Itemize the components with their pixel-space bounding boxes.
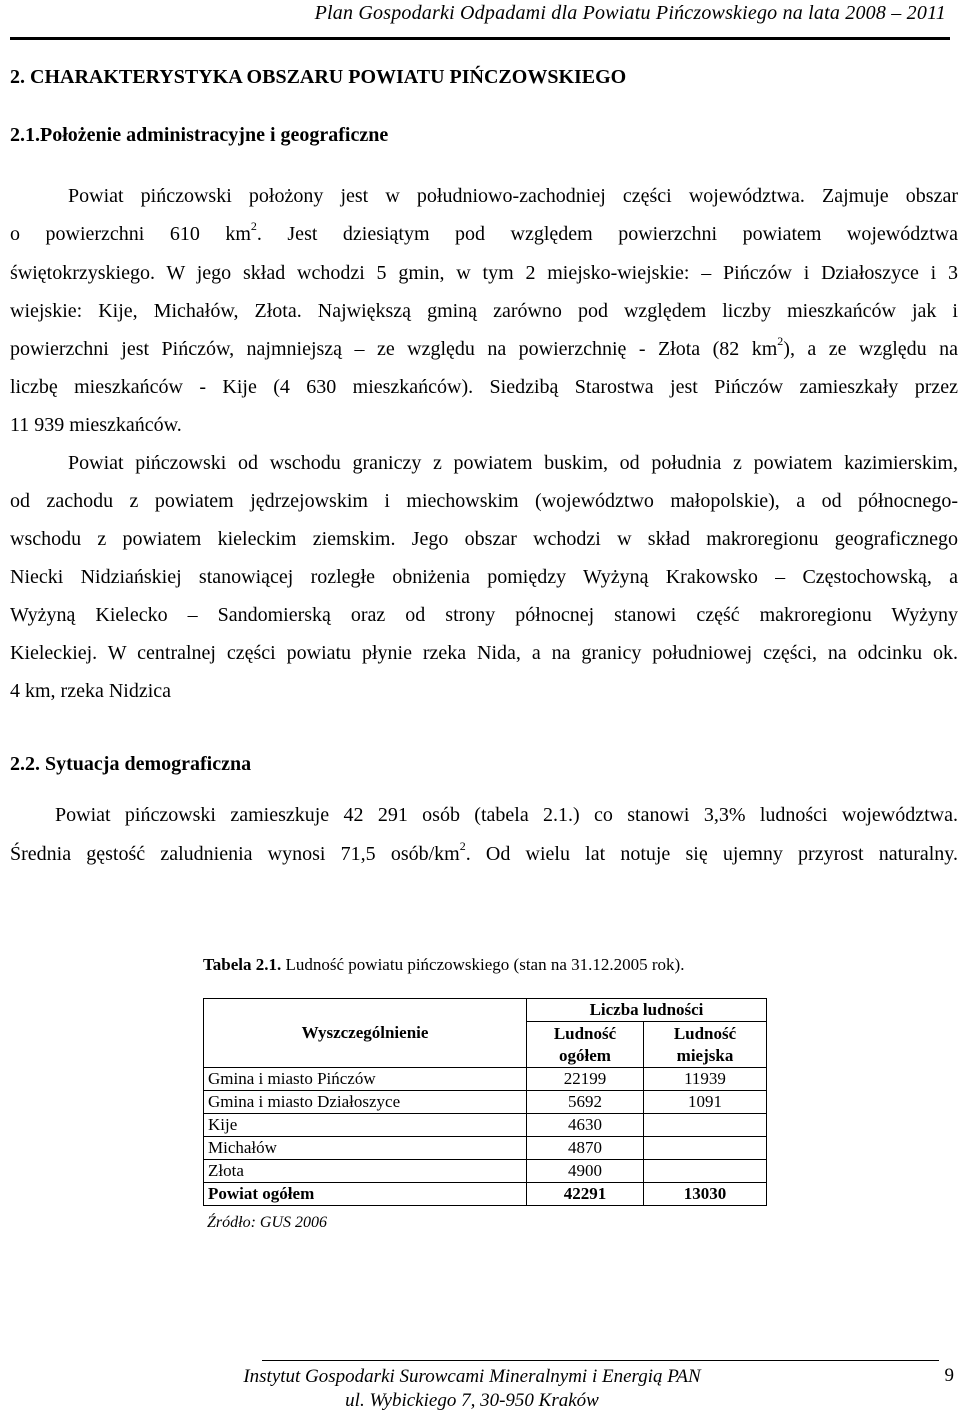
table-cell: 5692: [527, 1091, 644, 1114]
table-caption: Tabela 2.1. Ludność powiatu pińczowskiego (stan na 31.12.2005 rok).: [203, 955, 685, 974]
table-cell: 13030: [644, 1183, 767, 1206]
header-cell: Ludność ogółem: [527, 1022, 644, 1068]
paragraph-line: Powiat pińczowski od wschodu graniczy z powiatem buskim, od południa z powiatem kazimierskim,: [68, 452, 958, 474]
table-cell: [644, 1137, 767, 1160]
table-cell: 4900: [527, 1160, 644, 1183]
paragraph-line: świętokrzyskiego. W jego skład wchodzi 5 gmin, w tym 2 miejsko-wiejskie: – Pińczów i Działoszyce i 3: [10, 262, 958, 284]
table-cell: Kije: [204, 1114, 527, 1137]
header-rule: [10, 37, 950, 40]
paragraph-line: wschodu z powiatem kieleckim ziemskim. Jego obszar wchodzi w skład makroregionu geograficznego: [10, 528, 958, 550]
section-title-2-1: 2.1.Położenie administracyjne i geograficzne: [10, 124, 389, 146]
paragraph-line: Powiat pińczowski zamieszkuje 42 291 osób (tabela 2.1.) co stanowi 3,3% ludności województwa.: [55, 804, 958, 826]
table-source: Źródło: GUS 2006: [207, 1214, 328, 1231]
table-total-row: [204, 1183, 767, 1206]
table-cell: Powiat ogółem: [204, 1183, 527, 1206]
table-header-row: [204, 999, 767, 1022]
table-cell: Złota: [204, 1160, 527, 1183]
paragraph-line: Niecki Nidziańskiej stanowiącej rozległe obniżenia pomiędzy Wyżyną Krakowsko – Częstochowską, a: [10, 566, 958, 588]
paragraph-line: liczbę mieszkańców - Kije (4 630 mieszkańców). Siedzibą Starostwa jest Pińczów zamieszkały przez: [10, 376, 958, 398]
page-number: 9: [944, 1365, 954, 1386]
table-cell: [644, 1114, 767, 1137]
table-row: [204, 1068, 767, 1091]
paragraph-line: 4 km, rzeka Nidzica: [10, 680, 172, 702]
table-row: [204, 1114, 767, 1137]
paragraph-line: Powiat pińczowski położony jest w południowo-zachodniej części województwa. Zajmuje obszar: [68, 185, 958, 207]
paragraph-line: Kieleckiej. W centralnej części powiatu płynie rzeka Nida, a na granicy południowej części, na odcinku ok.: [10, 642, 958, 664]
table-cell: 4630: [527, 1114, 644, 1137]
paragraph-line: 11 939 mieszkańców.: [10, 414, 182, 436]
header-cell: Ludność miejska: [644, 1022, 767, 1068]
table-cell: 22199: [527, 1068, 644, 1091]
table-cell: [644, 1160, 767, 1183]
table-cell: 1091: [644, 1091, 767, 1114]
table-row: [204, 1091, 767, 1114]
paragraph-line: o powierzchni 610 $km^2$. Jest dziesiątym pod względem powierzchni powiatem województwa: [10, 219, 959, 245]
chapter-title: 2. CHARAKTERYSTYKA OBSZARU POWIATU PIŃCZOWSKIEGO: [10, 66, 627, 88]
header-cell: Wyszczególnienie: [204, 999, 527, 1068]
section-title-2-2: 2.2. Sytuacja demograficzna: [10, 753, 252, 775]
paragraph-line: powierzchni jest Pińczów, najmniejszą – ze względu na powierzchnię - Złota (82 $km^2$), a ze względu na: [10, 334, 958, 360]
paragraph-line: wiejskie: Kije, Michałów, Złota. Największą gminą zarówno pod względem liczby mieszkańców jak i: [10, 300, 958, 322]
table-cell: Michałów: [204, 1137, 527, 1160]
paragraph-line: Średnia gęstość zaludnienia wynosi 71,5 osób/$km^2$. Od wielu lat notuje się ujemny przyrost naturalny.: [10, 839, 958, 865]
footer-institution: Instytut Gospodarki Surowcami Mineralnymi i Energią PAN: [243, 1366, 701, 1387]
table-cell: 4870: [527, 1137, 644, 1160]
paragraph-line: Wyżyną Kielecko – Sandomierską oraz od strony północnej stanowi część makroregionu Wyżyny: [10, 604, 958, 626]
population-table: [203, 998, 767, 1206]
table-cell: Gmina i miasto Działoszyce: [204, 1091, 527, 1114]
paragraph-line: od zachodu z powiatem jędrzejowskim i miechowskim (województwo małopolskie), a od północnego-: [10, 490, 958, 512]
header-cell: Liczba ludności: [527, 999, 767, 1022]
footer-address: ul. Wybickiego 7, 30-950 Kraków: [345, 1390, 599, 1411]
table-cell: 11939: [644, 1068, 767, 1091]
table-cell: 42291: [527, 1183, 644, 1206]
table-row: [204, 1160, 767, 1183]
table-row: [204, 1137, 767, 1160]
running-header: Plan Gospodarki Odpadami dla Powiatu Pińczowskiego na lata 2008 – 2011: [314, 2, 946, 24]
footer-rule: [262, 1360, 939, 1361]
table-cell: Gmina i miasto Pińczów: [204, 1068, 527, 1091]
